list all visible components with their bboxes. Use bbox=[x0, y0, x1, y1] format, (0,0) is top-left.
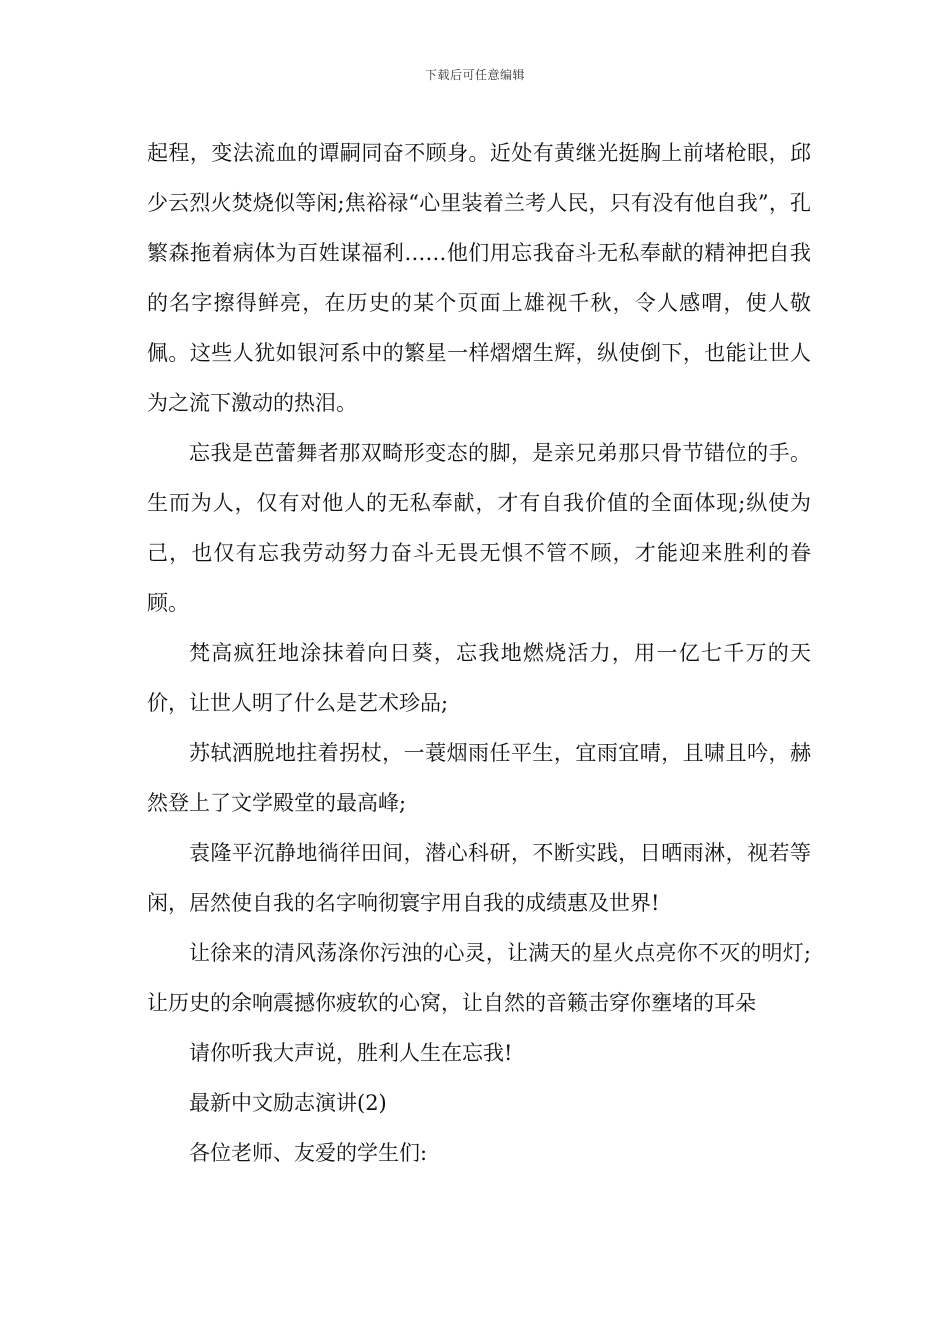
paragraph: 忘我是芭蕾舞者那双畸形变态的脚，是亲兄弟那只骨节错位的手。生而为人，仅有对他人的无私奉献，才有自我价值的全面体现;纵使为己，也仅有忘我劳动努力奋斗无畏无惧不管不顾，才能迎来胜利的眷顾。 bbox=[147, 441, 811, 615]
section-title: 最新中文励志演讲(2) bbox=[189, 1091, 387, 1115]
document-body bbox=[147, 128, 811, 1178]
paragraph: 请你听我大声说，胜利人生在忘我! bbox=[189, 1041, 513, 1065]
paragraph: 袁隆平沉静地徜徉田间，潜心科研，不断实践，日晒雨淋，视若等闲，居然使自我的名字响彻寰宇用自我的成绩惠及世界! bbox=[147, 841, 811, 915]
paragraph: 梵高疯狂地涂抹着向日葵，忘我地燃烧活力，用一亿七千万的天价，让世人明了什么是艺术珍品; bbox=[147, 641, 811, 715]
page-header: 下载后可任意编辑 bbox=[424, 68, 525, 82]
paragraph: 让徐来的清风荡涤你污浊的心灵，让满天的星火点亮你不灭的明灯;让历史的余响震撼你疲软的心窝，让自然的音籁击穿你壅堵的耳朵 bbox=[147, 941, 811, 1015]
paragraph: 苏轼洒脱地拄着拐杖，一蓑烟雨任平生，宜雨宜晴，且啸且吟，赫然登上了文学殿堂的最高峰; bbox=[147, 741, 811, 815]
paragraph-continuation: 起程，变法流血的谭嗣同奋不顾身。近处有黄继光挺胸上前堵枪眼，邱少云烈火焚烧似等闲;焦裕禄“心里装着兰考人民，只有没有他自我”，孔繁森拖着病体为百姓谋福利……他们用忘我奋斗无私奉献的精神把自我的名字擦得鲜亮，在历史的某个页面上雄视千秋，令人感喟，使人敬佩。这些人犹如银河系中的繁星一样熠熠生辉，纵使倒下，也能让世人为之流下激动的热泪。 bbox=[147, 141, 811, 415]
salutation: 各位老师、友爱的学生们: bbox=[189, 1141, 428, 1165]
